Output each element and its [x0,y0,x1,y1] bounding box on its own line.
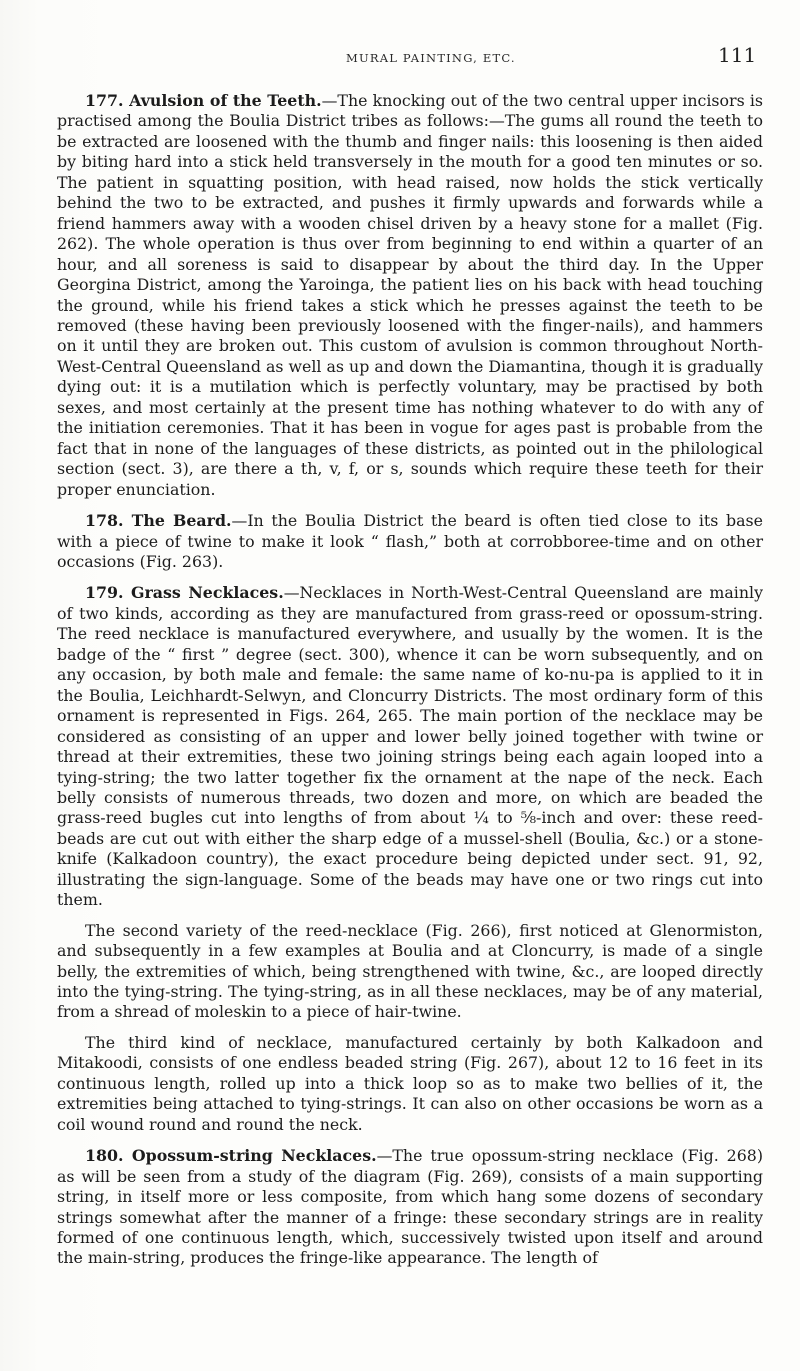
section-178-text: —In the Boulia District the beard is often tied close to its base with a piece of twine to make it look “ flash,” both at corrobboree-time and on other occasions (Fig. 263). [57,511,763,571]
section-180-paragraph [57,1146,763,1269]
section-177-paragraph [57,91,763,500]
section-179-text: —Necklaces in North-West-Central Queensland are mainly of two kinds, according as they are manufactured from grass-reed or opossum-string. The reed necklace is manufactured everywhere, and usually by the women. It is the badge of the “ first ” degree (sect. 300), whence it can be worn subsequently, and on any occasion, by both male and female: the same name of ko-nu-pa is applied to it in the Boulia, Leichhardt-Selwyn, and Cloncurry Districts. The most ordinary form of this ornament is represented in Figs. 264, 265. The main portion of the necklace may be considered as consisting of an upper and lower belly joined together with twine or thread at their extremities, these two joining strings being each again looped into a tying-string; the two latter together fix the ornament at the nape of the neck. Each belly consists of numerous threads, two dozen and more, on which are beaded the grass-reed bugles cut into lengths of from about ¼ to ⅝-inch and over: these reed-beads are cut out with either the sharp edge of a mussel-shell (Boulia, &c.) or a stone-knife (Kalkadoon country), the exact procedure being depicted under sect. 91, 92, illustrating the sign-language. Some of the beads may have one or two rings cut into them. [57,583,763,910]
page-body [57,91,763,1269]
section-179-heading: 179. Grass Necklaces. [85,583,284,603]
section-177-heading: 177. Avulsion of the Teeth. [85,91,322,110]
section-178-heading: 178. The Beard. [85,511,232,531]
section-179-paragraph [57,583,763,910]
section-180-text: —The true opossum-string necklace (Fig. 268) as will be seen from a study of the diagram (Fig. 269), consists of a main supporting string, in itself more or less composite, from which hang some dozens of secondary strings somewhat after the manner of a fringe: these secondary strings are in reality formed of one continuous length, which, successively twisted upon itself and around the main-string, produces the fringe-like appearance. The length of [57,1146,763,1268]
section-180-heading: 180. Opossum-string Necklaces. [85,1146,377,1166]
page-number: 111 [718,43,757,67]
section-177-text: —The knocking out of the two central upper incisors is practised among the Boulia District tribes as follows:—The gums all round the teeth to be extracted are loosened with the thumb and finger nails: this loosening is then aided by biting hard into a stick held transversely in the mouth for a good ten minutes or so. The patient in squatting position, with head raised, now holds the stick vertically behind the two to be extracted, and pushes it firmly upwards and forwards while a friend hammers away with a wooden chisel driven by a heavy stone for a mallet (Fig. 262). The whole operation is thus over from beginning to end within a quarter of an hour, and all soreness is said to disappear by about the third day. In the Upper Georgina District, among the Yaroinga, the patient lies on his back with head touching the ground, while his friend takes a stick which he presses against the teeth to be removed (these having been previously loosened with the finger-nails), and hammers on it until they are broken out. This custom of avulsion is common throughout North-West-Central Queensland as well as up and down the Diamantina, though it is gradually dying out: it is a mutilation which is perfectly voluntary, may be practised by both sexes, and most certainly at the present time has nothing whatever to do with any of the initiation ceremonies. That it has been in vogue for ages past is probable from the fact that in none of the languages of these districts, as pointed out in the philological section (sect. 3), are there a th, v, f, or s, sounds which require these teeth for their proper enunciation. [57,91,763,499]
section-179-paragraph-2: The second variety of the reed-necklace (Fig. 266), first noticed at Glenormiston, and subsequently in a few examples at Boulia and at Cloncurry, is made of a single belly, the extremities of which, being strengthened with twine, &c., are looped directly into the tying-string. The tying-string, as in all these necklaces, may be of any material, from a shread of moleskin to a piece of hair-twine. [57,920,763,1022]
section-179-paragraph-3: The third kind of necklace, manufactured certainly by both Kalkadoon and Mitakoodi, consists of one endless beaded string (Fig. 267), about 12 to 16 feet in its continuous length, rolled up into a thick loop so as to make two bellies of it, the extremities being attached to tying-strings. It can also on other occasions be worn as a coil wound round and round the neck. [57,1032,763,1134]
section-178-paragraph [57,511,763,572]
running-head: MURAL PAINTING, ETC. [346,51,516,65]
page-header [0,43,800,73]
